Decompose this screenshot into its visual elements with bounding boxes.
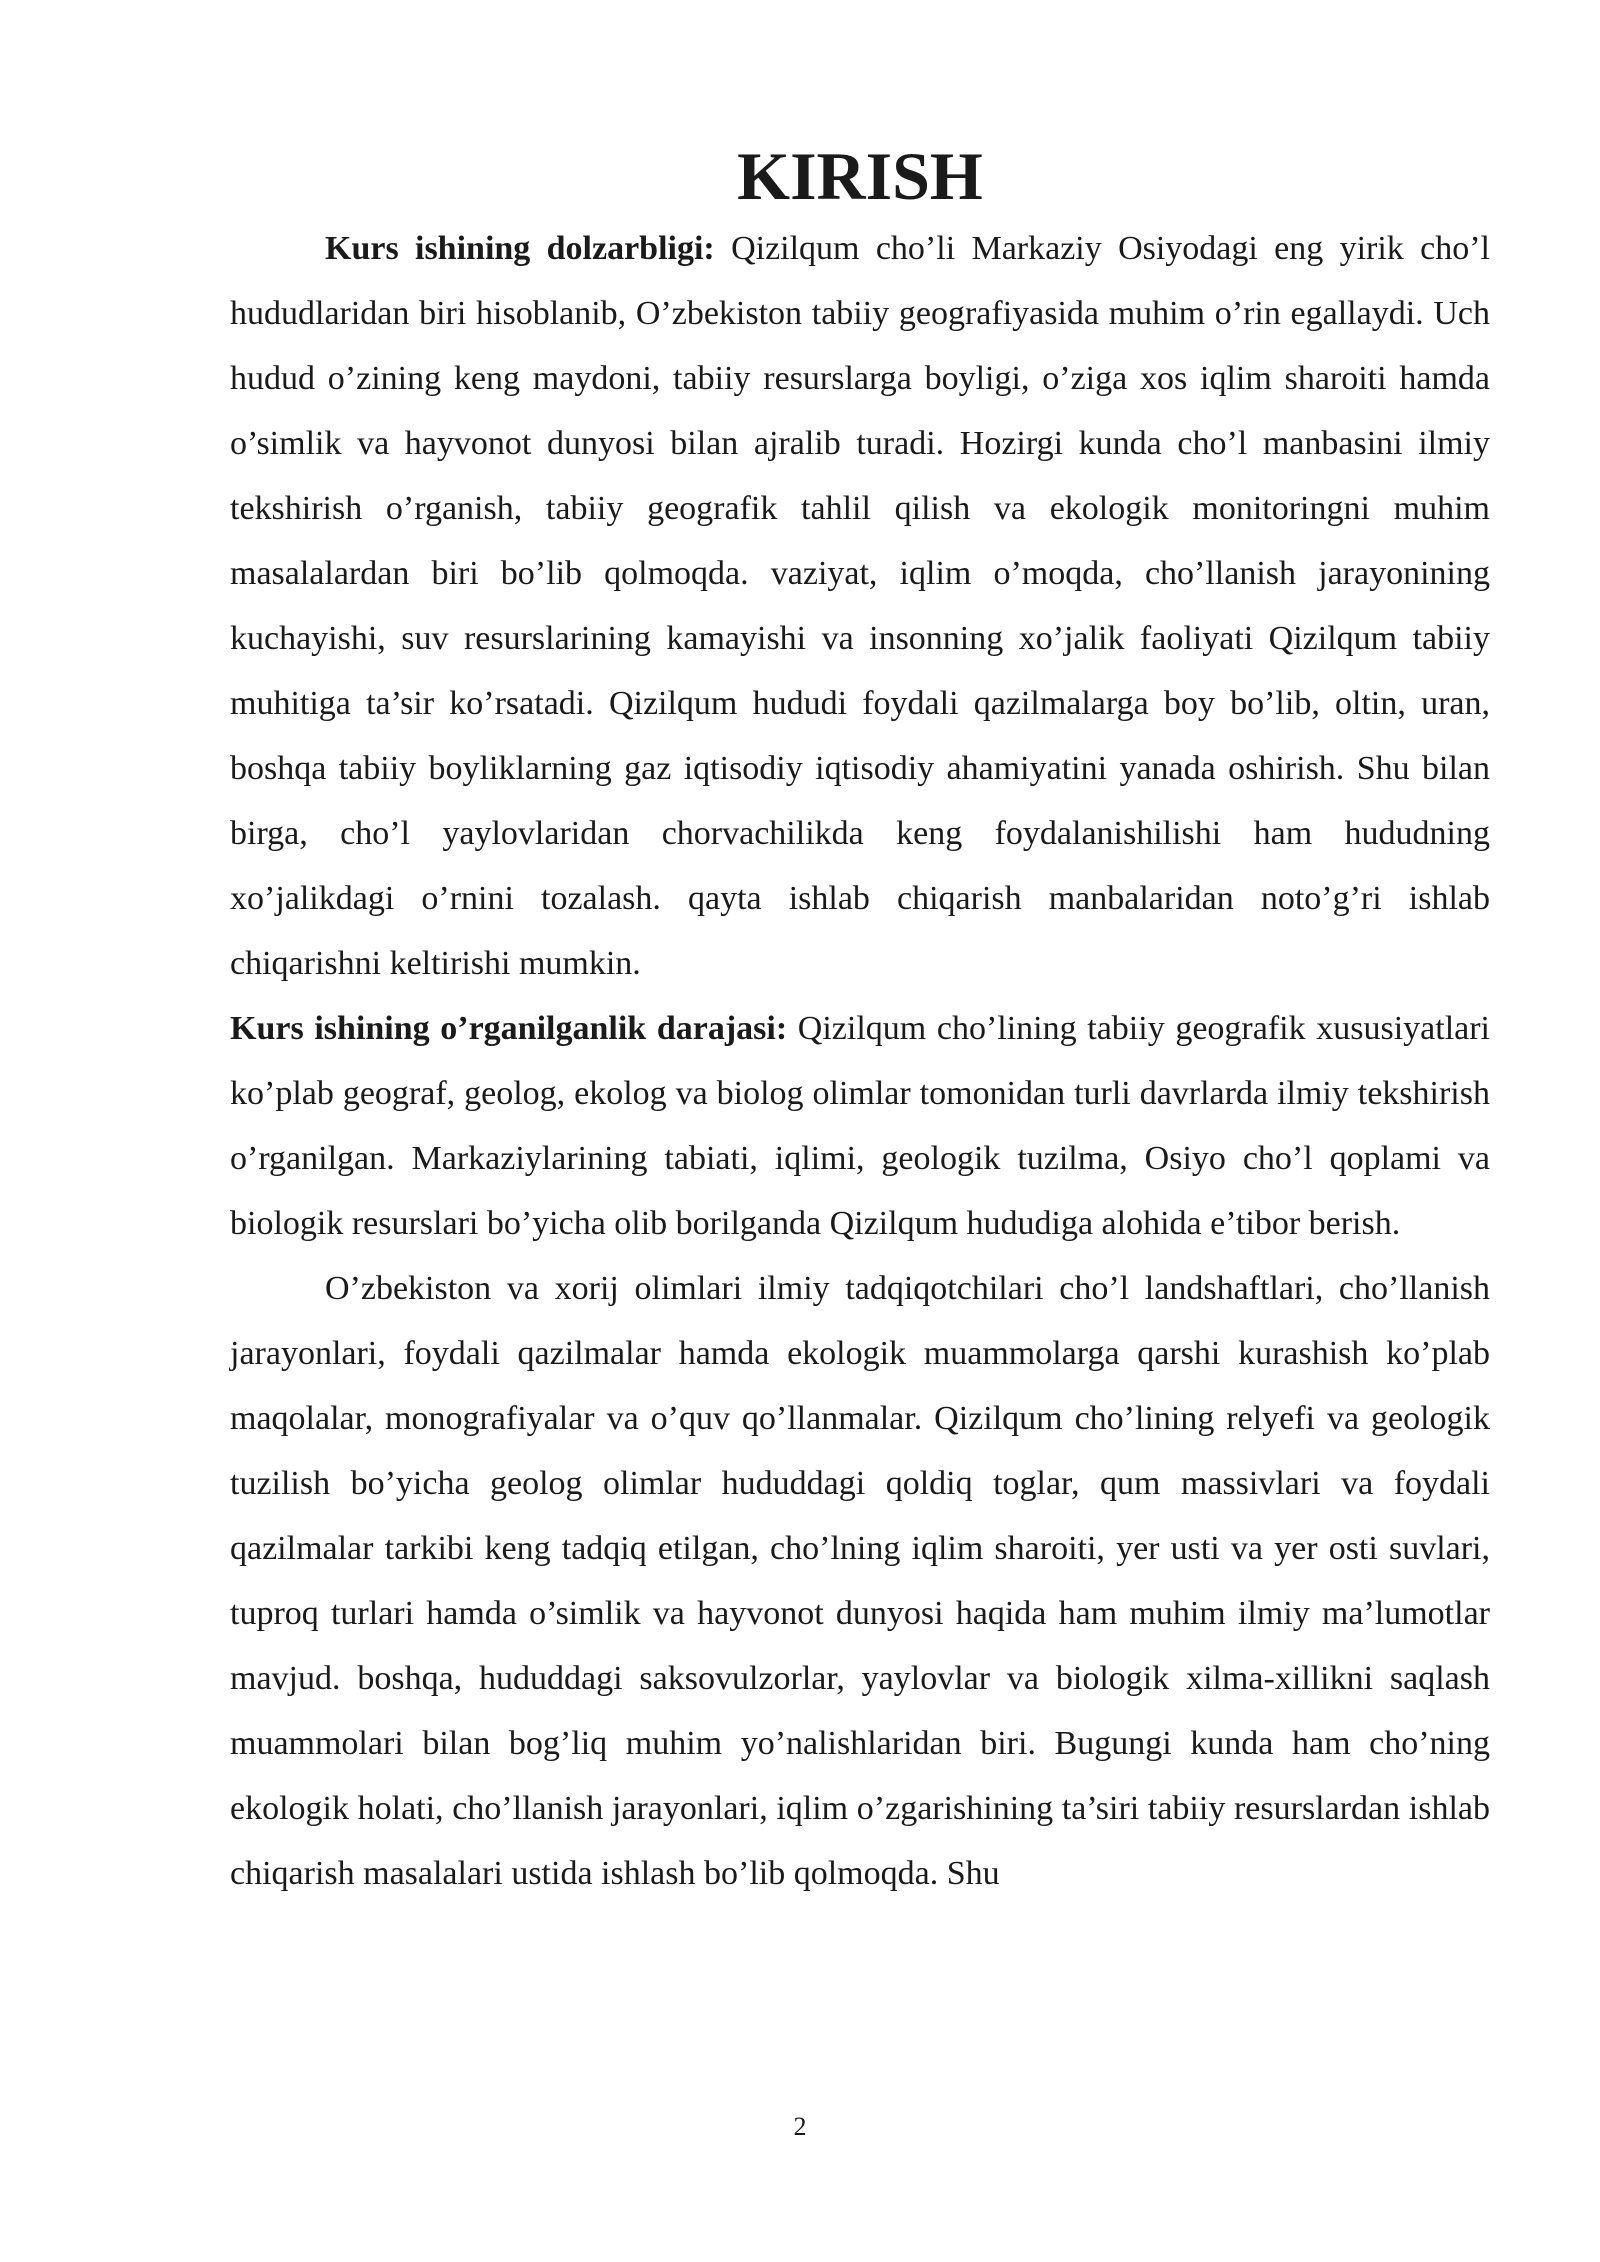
page-heading: KIRISH [737,138,983,214]
paragraph-researchers [230,1256,1490,1906]
page-content [230,138,1490,1906]
paragraph-lead-relevance: Kurs ishining dolzarbligi: [325,230,715,267]
paragraph-text-study-level: Qizilqum cho’lining tabiiy geografik xususiyatlari ko’plab geograf, geolog, ekolog va biolog olimlar tomonidan turli davrlarda ilmiy tekshirish o’rganilgan. Markaziylarining tabiati, iqlimi, geologik tuzilma, Osiyo cho’l qoplami va biologik resurslari bo’yicha olib borilganda Qizilqum hududiga alohida e’tibor berish. [230,1010,1490,1242]
page-number: 2 [793,2112,807,2141]
paragraph-study-level [230,996,1490,1256]
paragraph-text-researchers: O’zbekiston va xorij olimlari ilmiy tadqiqotchilari cho’l landshaftlari, cho’llanish jarayonlari, foydali qazilmalar hamda ekologik muammolarga qarshi kurashish ko’plab maqolalar, monografiyalar va o’quv qo’llanmalar. Qizilqum cho’lining relyefi va geologik tuzilish bo’yicha geolog olimlar hududdagi qoldiq toglar, qum massivlari va foydali qazilmalar tarkibi keng tadqiq etilgan, cho’lning iqlim sharoiti, yer usti va yer osti suvlari, tuproq turlari hamda o’simlik va hayvonot dunyosi haqida ham muhim ilmiy ma’lumotlar mavjud. boshqa, hududdagi saksovulzorlar, yaylovlar va biologik xilma-xillikni saqlash muammolari bilan bog’liq muhim yo’nalishlaridan biri. Bugungi kunda ham cho’ning ekologik holati, cho’llanish jarayonlari, iqlim o’zgarishining ta’siri tabiiy resurslardan ishlab chiqarish masalalari ustida ishlash bo’lib qolmoqda. Shu [230,1270,1490,1892]
paragraph-text-relevance: Qizilqum cho’li Markaziy Osiyodagi eng yirik cho’l hududlaridan biri hisoblanib, O’zbekiston tabiiy geografiyasida muhim o’rin egallaydi. Uch hudud o’zining keng maydoni, tabiiy resurslarga boyligi, o’ziga xos iqlim sharoiti hamda o’simlik va hayvonot dunyosi bilan ajralib turadi. Hozirgi kunda cho’l manbasini ilmiy tekshirish o’rganish, tabiiy geografik tahlil qilish va ekologik monitoringni muhim masalalardan biri bo’lib qolmoqda. vaziyat, iqlim o’moqda, cho’llanish jarayonining kuchayishi, suv resurslarining kamayishi va insonning xo’jalik faoliyati Qizilqum tabiiy muhitiga ta’sir ko’rsatadi. Qizilqum hududi foydali qazilmalarga boy bo’lib, oltin, uran, boshqa tabiiy boyliklarning gaz iqtisodiy iqtisodiy ahamiyatini yanada oshirish. Shu bilan birga, cho’l yaylovlaridan chorvachilikda keng foydalanishilishi ham hududning xo’jalikdagi o’rnini tozalash. qayta ishlab chiqarish manbalaridan noto’g’ri ishlab chiqarishni keltirishi mumkin. [230,230,1490,982]
paragraph-lead-study-level: Kurs ishining o’rganilganlik darajasi: [230,1010,788,1047]
paragraph-relevance [230,216,1490,996]
